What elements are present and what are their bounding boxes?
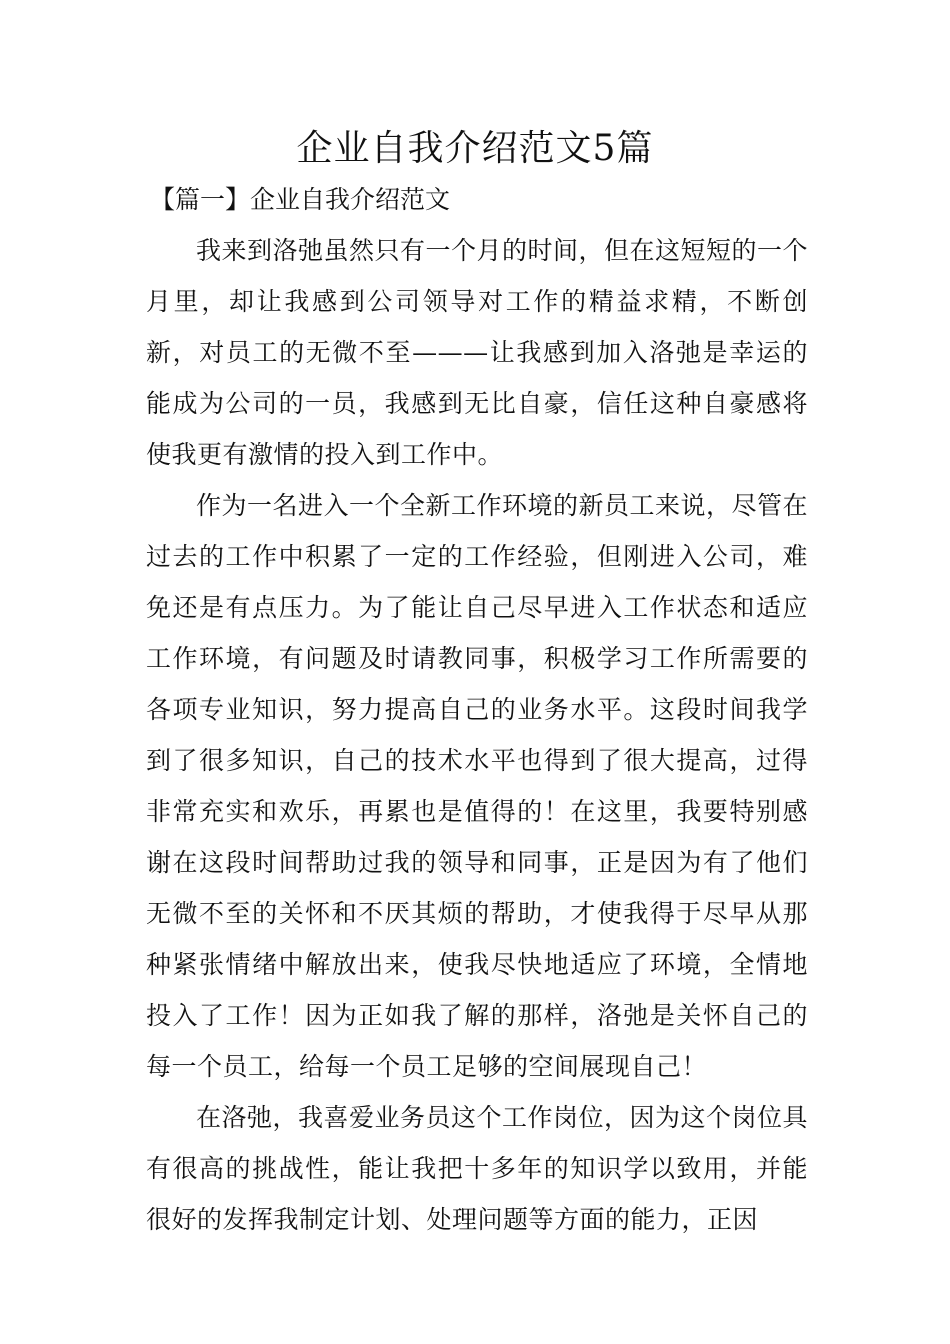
paragraph-3: 在洛弛，我喜爱业务员这个工作岗位，因为这个岗位具有很高的挑战性，能让我把十多年的知识学以致用，并能很好的发挥我制定计划、处理问题等方面的能力，正因 (146, 1103, 809, 1234)
document-title: 企业自我介绍范文5篇 (296, 128, 654, 169)
paragraph-2: 作为一名进入一个全新工作环境的新员工来说，尽管在过去的工作中积累了一定的工作经验，但刚进入公司，难免还是有点压力。为了能让自己尽早进入工作状态和适应工作环境，有问题及时请教同事，积极学习工作所需要的各项专业知识，努力提高自己的业务水平。这段时间我学到了很多知识，自己的技术水平也得到了很大提高，过得非常充实和欢乐，再累也是值得的！在这里，我要特别感谢在这段时间帮助过我的领导和同事，正是因为有了他们无微不至的关怀和不厌其烦的帮助，才使我得于尽早从那种紧张情绪中解放出来，使我尽快地适应了环境，全情地投入了工作！因为正如我了解的那样，洛弛是关怀自己的每一个员工，给每一个员工足够的空间展现自己！ (146, 491, 809, 1081)
section-heading: 【篇一】企业自我介绍范文 (150, 185, 451, 214)
paragraph-1: 我来到洛弛虽然只有一个月的时间，但在这短短的一个月里，却让我感到公司领导对工作的精益求精，不断创新，对员工的无微不至———让我感到加入洛弛是幸运的能成为公司的一员，我感到无比自豪，信任这种自豪感将使我更有激情的投入到工作中。 (146, 236, 809, 469)
document-body (146, 225, 808, 1245)
